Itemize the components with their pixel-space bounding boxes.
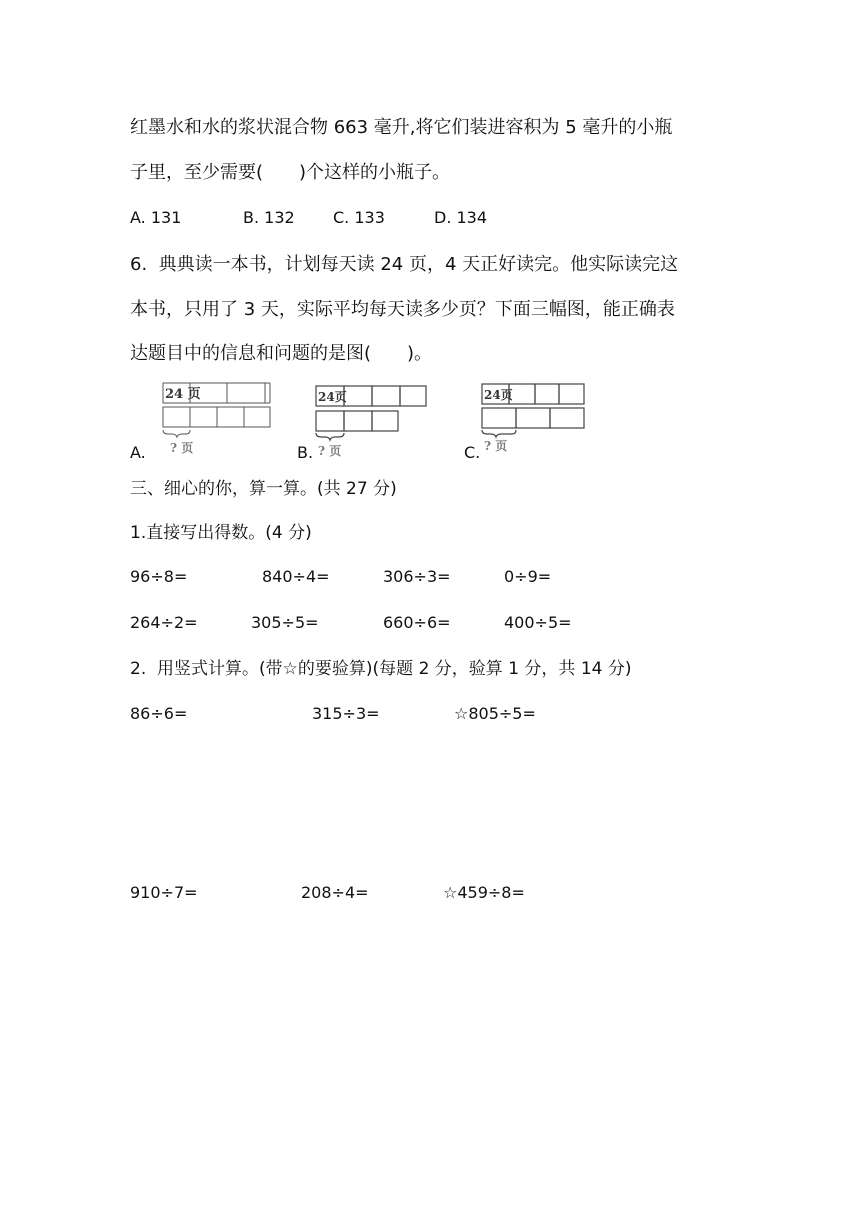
figure-a-diagram xyxy=(160,382,280,462)
problem: 306÷3= xyxy=(383,567,451,586)
problem: 264÷2= xyxy=(130,613,198,632)
figure-c-diagram xyxy=(478,382,598,462)
figure-a-top-text: 24 页 xyxy=(165,387,201,402)
part1-title: 1.直接写出得数。(4 分) xyxy=(130,523,312,543)
figure-c-bottom-text: ? 页 xyxy=(484,439,508,453)
option-b: B. 132 xyxy=(243,208,295,227)
q5-line2: 子里，至少需要( )个这样的小瓶子。 xyxy=(130,162,451,183)
figure-c-top-text: 24页 xyxy=(484,388,513,402)
figure-b-top-text: 24页 xyxy=(318,390,347,404)
problem: 400÷5= xyxy=(504,613,572,632)
part2-title: 2. 用竖式计算。(带☆的要验算)(每题 2 分，验算 1 分，共 14 分) xyxy=(130,659,632,679)
problem: 208÷4= xyxy=(301,883,369,902)
q5-line1: 红墨水和水的浆状混合物 663 毫升,将它们装进容积为 5 毫升的小瓶 xyxy=(130,117,673,138)
problem: 96÷8= xyxy=(130,567,188,586)
q6-line1: 6. 典典读一本书，计划每天读 24 页，4 天正好读完。他实际读完这 xyxy=(130,254,679,275)
figure-a-bottom-text: ? 页 xyxy=(170,441,194,455)
figure-b-bottom-text: ? 页 xyxy=(318,444,342,458)
problem: 0÷9= xyxy=(504,567,552,586)
figure-b-diagram xyxy=(312,384,432,464)
option-a: A. 131 xyxy=(130,208,182,227)
problem: 305÷5= xyxy=(251,613,319,632)
section3-heading: 三、细心的你，算一算。(共 27 分) xyxy=(130,479,397,499)
problem: 315÷3= xyxy=(312,704,380,723)
problem: ☆805÷5= xyxy=(454,704,536,723)
problem: 86÷6= xyxy=(130,704,188,723)
problem: 840÷4= xyxy=(262,567,330,586)
figure-a-label: A. xyxy=(130,443,146,462)
q6-line2: 本书，只用了 3 天，实际平均每天读多少页？下面三幅图，能正确表 xyxy=(130,299,675,320)
problem: 910÷7= xyxy=(130,883,198,902)
figure-b-label: B. xyxy=(297,443,314,462)
q6-line3: 达题目中的信息和问题的是图( )。 xyxy=(130,343,433,364)
option-d: D. 134 xyxy=(434,208,488,227)
figure-c-label: C. xyxy=(464,443,481,462)
problem: ☆459÷8= xyxy=(443,883,525,902)
problem: 660÷6= xyxy=(383,613,451,632)
option-c: C. 133 xyxy=(333,208,385,227)
